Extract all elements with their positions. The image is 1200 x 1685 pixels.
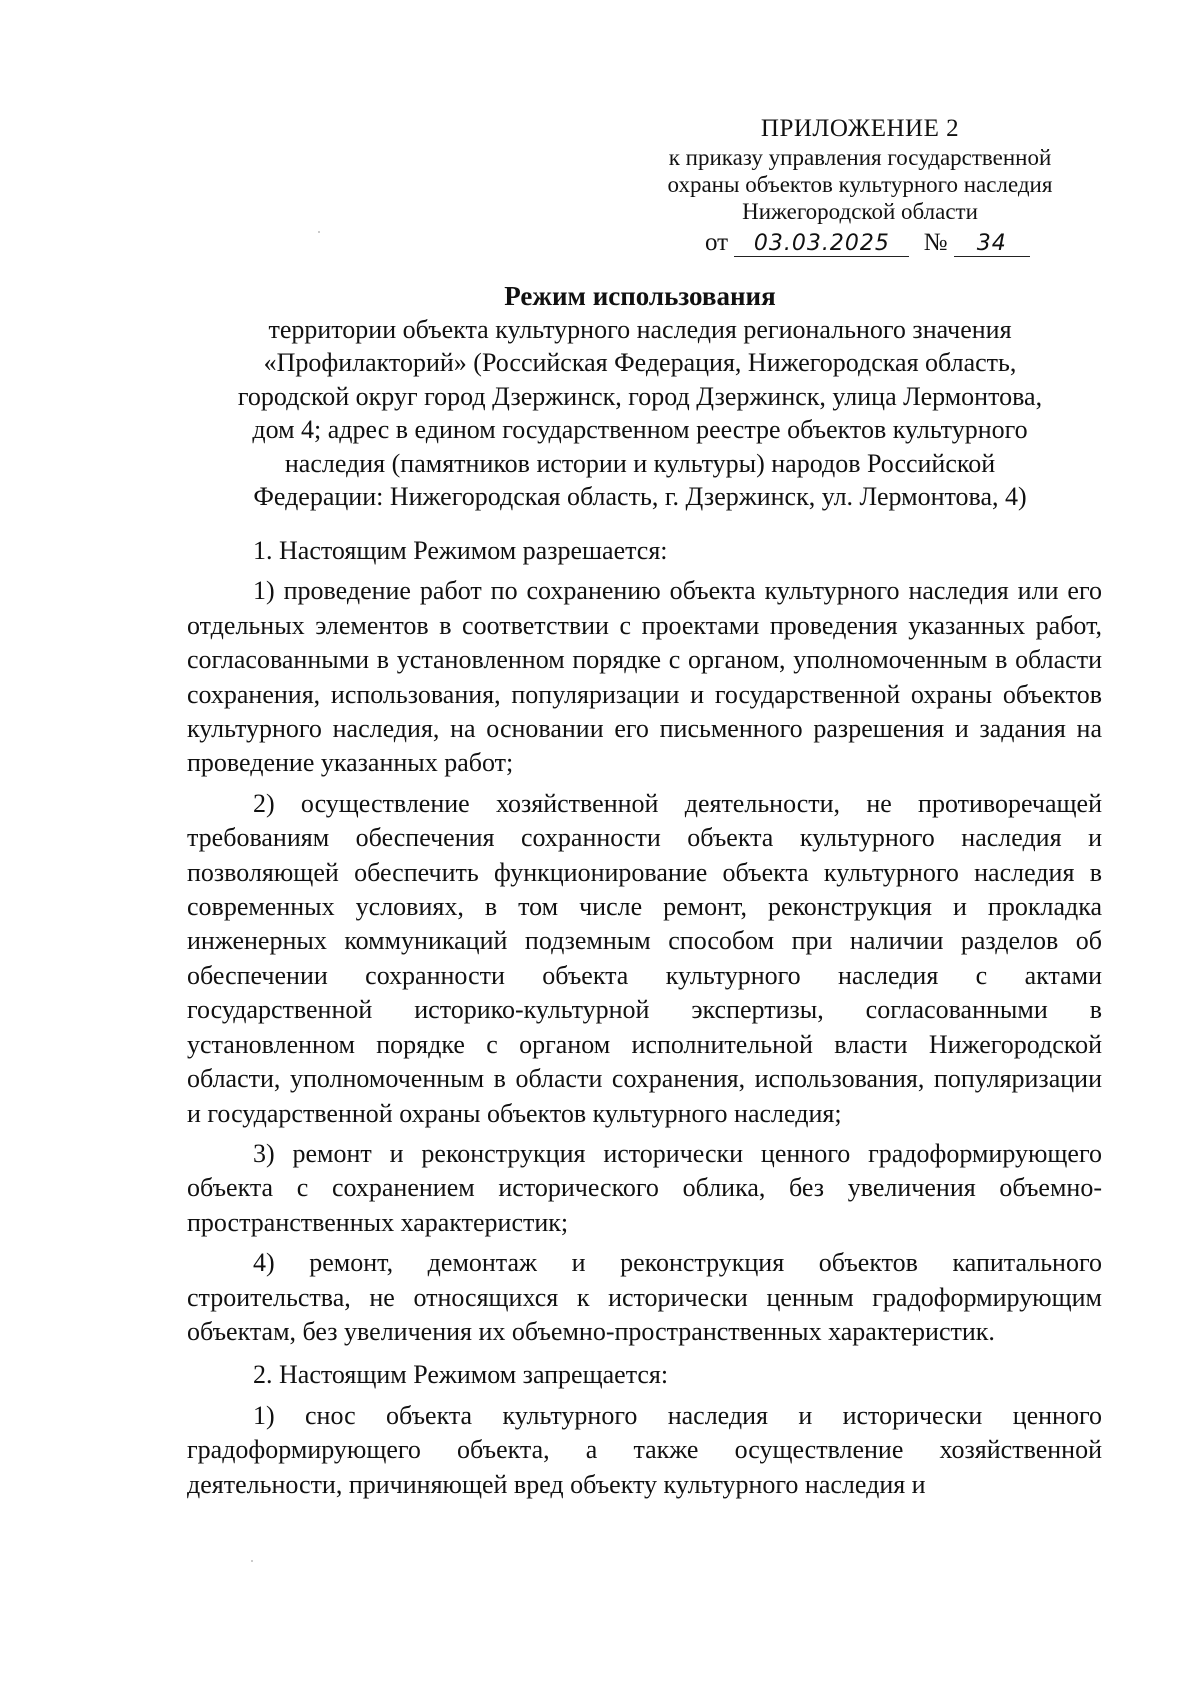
section-1-heading: 1. Настоящим Режимом разрешается: [253, 536, 668, 565]
subtitle-line: «Профилакторий» (Российская Федерация, Нижегородская область, [263, 348, 1017, 378]
section-1-item-4: 4) ремонт, демонтаж и реконструкция объектов капитального строительства, не относящихся к исторически ценным градоформирующим объектам, без увеличения их объемно-пространственных характеристик. [187, 1248, 1102, 1346]
section-2-item-1: 1) снос объекта культурного наследия и исторически ценного градоформирующего объекта, а также осуществление хозяйственной деятельности, причиняющей вред объекту культурного наследия и [187, 1400, 1102, 1499]
document-title: Режим использования [504, 281, 776, 311]
document-subtitle [185, 313, 1095, 513]
section-1-item-3: 3) ремонт и реконструкция исторически ценного градоформирующего объекта с сохранением исторического облика, без увеличения объемно-пространственных характеристик; [187, 1138, 1102, 1237]
handwritten-date: 03.03.2025 [734, 232, 909, 257]
document-body [187, 534, 1102, 1502]
subtitle-line: наследия (памятников истории и культуры) народов Российской [284, 448, 996, 478]
number-sign: № [923, 229, 948, 256]
appendix-header [640, 114, 1080, 259]
section-2-heading: 2. Настоящим Режимом запрещается: [253, 1360, 669, 1390]
appendix-line-2: охраны объектов культурного наследия [667, 172, 1053, 197]
subtitle-line: Федерации: Нижегородская область, г. Дзержинск, ул. Лермонтова, 4) [253, 482, 1027, 512]
subtitle-line: территории объекта культурного наследия регионального значения [268, 315, 1012, 344]
appendix-title: ПРИЛОЖЕНИЕ 2 [760, 115, 960, 142]
handwritten-number: 34 [954, 232, 1030, 257]
date-prefix: от [705, 229, 729, 256]
section-1-item-1: 1) проведение работ по сохранению объекта культурного наследия или его отдельных элементов в соответствии с проектами проведения указанных работ, согласованными в установленном порядке с органом, уполномоченным в области сохранения, использования, популяризации и государственной охраны объектов культурного наследия, на основании его письменного разрешения и задания на проведение указанных работ; [187, 576, 1102, 778]
section-1-item-2: 2) осуществление хозяйственной деятельности, не противоречащей требованиям обеспечения сохранности объекта культурного наследия и позволяющей обеспечить функционирование объекта культурного наследия в современных условиях, в том числе ремонт, реконструкция и прокладка инженерных коммуникаций подземным способом при наличии разделов об обеспечении сохранности объекта культурного наследия с актами государственной историко-культурной экспертизы, согласованными в установленном порядке с органом исполнительной власти Нижегородской области, уполномоченным в области сохранения, использования, популяризации и государственной охраны объектов культурного наследия; [187, 788, 1102, 1128]
appendix-line-1: к приказу управления государственной [668, 145, 1052, 170]
appendix-line-3: Нижегородской области [742, 199, 978, 224]
subtitle-line: дом 4; адрес в едином государственном реестре объектов культурного [252, 415, 1028, 445]
scan-speck [318, 231, 320, 233]
subtitle-line: городской округ город Дзержинск, город Дзержинск, улица Лермонтова, [237, 381, 1043, 411]
order-date-line [640, 227, 1080, 259]
scan-speck [251, 1560, 253, 1562]
